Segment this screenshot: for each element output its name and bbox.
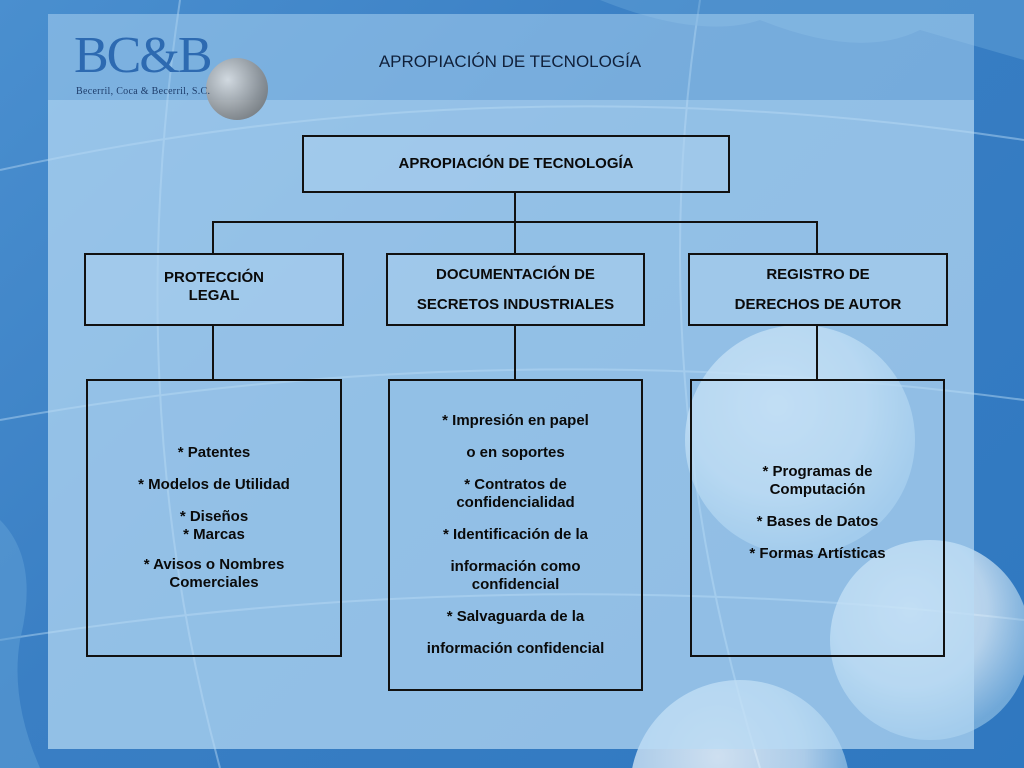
detail-item: información como — [450, 558, 581, 575]
connector-left-detail — [212, 325, 214, 380]
branch-label-line: PROTECCIÓN — [163, 269, 264, 286]
branch-node-registro — [688, 253, 948, 326]
logo-subtitle: Becerril, Coca & Becerril, S.C. — [76, 86, 211, 97]
detail-item: * Avisos o Nombres — [143, 556, 285, 573]
root-node-label: APROPIACIÓN DE TECNOLOGÍA — [398, 155, 634, 172]
detail-item: * Formas Artísticas — [749, 545, 886, 562]
connector-right-down — [816, 221, 818, 254]
branch-label-line: REGISTRO DE — [766, 265, 870, 283]
detail-item: * Patentes — [177, 444, 251, 461]
detail-item: * Programas de — [762, 463, 873, 480]
branch-label-line: LEGAL — [188, 287, 240, 304]
company-logo — [74, 27, 254, 102]
globe-icon — [206, 58, 268, 120]
detail-item: confidencial — [471, 576, 560, 593]
connector-center-detail — [514, 325, 516, 380]
detail-item: Computación — [769, 481, 866, 498]
detail-item: * Salvaguarda de la — [446, 608, 585, 625]
branch-node-documentacion — [386, 253, 645, 326]
connector-left-down — [212, 221, 214, 254]
branch-label-line: DERECHOS DE AUTOR — [734, 295, 902, 313]
detail-item: o en soportes — [466, 444, 565, 461]
detail-item: * Diseños — [179, 508, 249, 525]
branch-label-line: DOCUMENTACIÓN DE — [436, 265, 595, 283]
connector-right-detail — [816, 325, 818, 380]
detail-node-documentacion — [388, 379, 643, 691]
connector-root-down — [514, 192, 516, 222]
detail-node-registro — [690, 379, 945, 657]
detail-item: * Identificación de la — [442, 526, 589, 543]
detail-item: * Impresión en papel — [442, 412, 589, 429]
detail-item: * Modelos de Utilidad — [138, 476, 290, 493]
detail-item: Comerciales — [169, 574, 259, 591]
connector-center-down — [514, 221, 516, 254]
detail-node-proteccion-legal — [86, 379, 342, 657]
branch-node-proteccion-legal — [84, 253, 344, 326]
detail-item: confidencialidad — [456, 494, 575, 511]
detail-item: * Marcas — [183, 526, 245, 543]
detail-item: * Contratos de — [464, 476, 567, 493]
detail-item: información confidencial — [426, 640, 605, 657]
branch-label-line: SECRETOS INDUSTRIALES — [416, 295, 615, 313]
slide-title: APROPIACIÓN DE TECNOLOGÍA — [378, 52, 642, 71]
root-node — [302, 135, 730, 193]
detail-item: * Bases de Datos — [756, 513, 879, 530]
logo-mark: BC&B — [74, 27, 211, 84]
